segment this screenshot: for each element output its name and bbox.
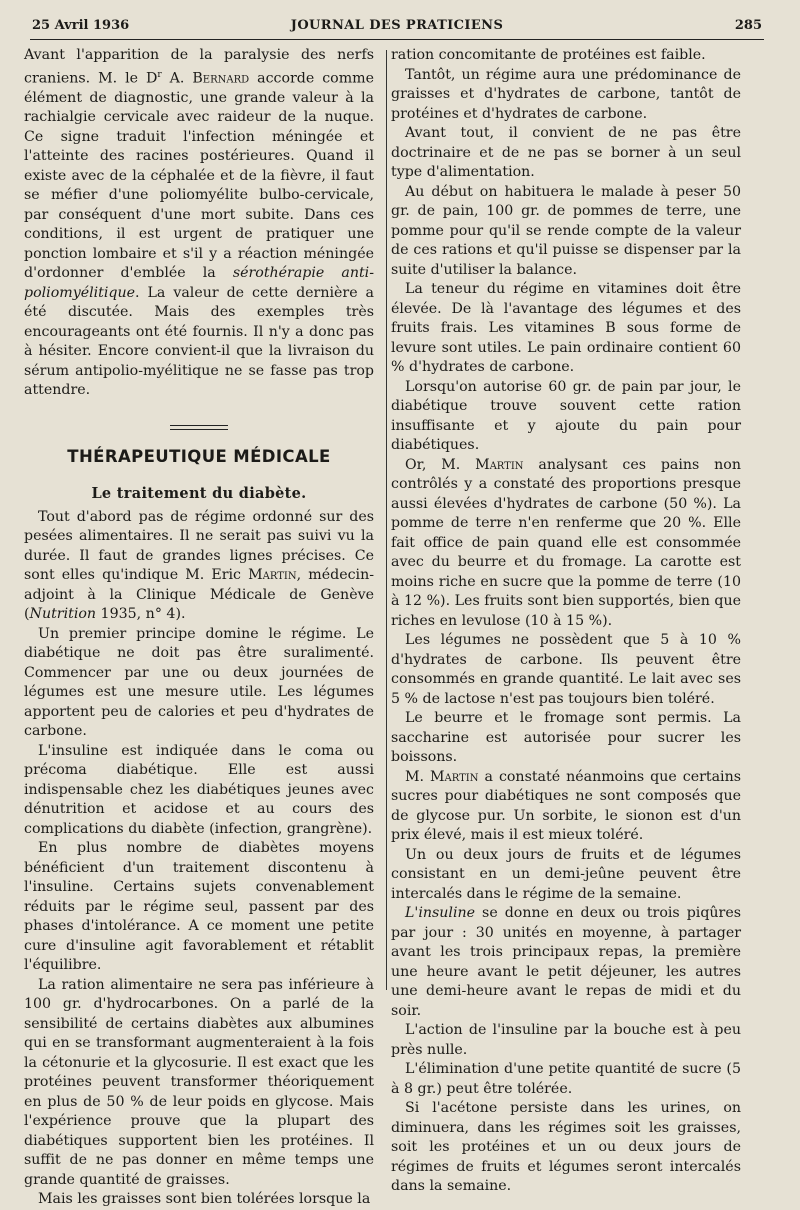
- journal-title: JOURNAL DES PRATICIENS: [290, 18, 504, 33]
- paragraph: [24, 508, 374, 625]
- section-title: THÉRAPEUTIQUE MÉDICALE: [67, 446, 331, 466]
- paragraph: La teneur du régime en vitamines doit être élevée. De là l'avantage des légumes et des fruits frais. Les vitamines B sous forme de levure sont utiles. Le pain ordinaire contient 60 % d'hydrates de carbone.: [391, 281, 741, 375]
- paragraph: L'élimination d'une petite quantité de sucre (5 à 8 gr.) peut être tolérée.: [391, 1061, 741, 1097]
- paragraph: [391, 904, 741, 1021]
- paragraph: Le beurre et le fromage sont permis. La saccharine est autorisée pour sucrer les boissons.: [391, 710, 741, 765]
- text-run: , médecin-adjoint à la Clinique Médicale de Genève (: [24, 567, 375, 623]
- text-run: A.: [161, 70, 193, 87]
- text-run: Or, M.: [405, 456, 476, 473]
- paragraph: Si l'acétone persiste dans les urines, on diminuera, dans les régimes soit les graisses, soit les protéines et un ou deux jours de régimes de fruits et légumes seront intercalés dans la semaine.: [391, 1100, 741, 1194]
- emphasis: sérothérapie anti-poliomyélitique: [24, 265, 374, 301]
- left-column: [24, 46, 374, 1210]
- text-run: Tout d'abord pas de régime ordonné sur des pesées alimentaires. Il ne serait pas suivi vu la durée. Il faut de grandes lignes précises. Ce sont elles qu'indique M. Eric: [24, 508, 374, 584]
- paragraph: L'action de l'insuline par la bouche est à peu près nulle.: [391, 1022, 741, 1058]
- paragraph: Au début on habituera le malade à peser 50 gr. de pain, 100 gr. de pommes de terre, une pomme pour qu'il se rende compte de la valeur de ces rations et qu'il puisse se dispenser par la suite d'utiliser la balance.: [391, 183, 741, 278]
- paragraph: [391, 768, 741, 846]
- paragraph: [24, 46, 374, 401]
- paragraph: L'insuline est indiquée dans le coma ou précoma diabétique. Elle est aussi indispensable chez les diabétiques jeunes avec dénutrition et acidose et au cours des complications du diabète (infection, grangrène).: [24, 742, 374, 837]
- paragraph: Les légumes ne possèdent que 5 à 10 % d'hydrates de carbone. Ils peuvent être consommés en grande quantité. Le lait avec ses 5 % de lactose n'est pas toujours bien toléré.: [391, 632, 741, 707]
- author-name: Martin: [475, 456, 524, 473]
- paragraph: Un ou deux jours de fruits et de légumes consistant en un demi-jeûne peuvent être intercalés dans le régime de la semaine.: [391, 846, 741, 902]
- journal-reference: Nutrition: [29, 606, 97, 623]
- text-run: . La valeur de cette dernière a été discutée. Mais des exemples très encourageants ont été fournis. Il n'y a donc pas à hésiter. Encore convient-il que la livraison du sérum antipolio-myélitique ne se fasse pas trop attendre.: [24, 284, 374, 399]
- paragraph: Tantôt, un régime aura une prédominance de graisses et d'hydrates de carbone, tantôt de protéines et d'hydrates de carbone.: [391, 66, 741, 122]
- paragraph: Mais les graisses sont bien tolérées lorsque la: [38, 1191, 371, 1208]
- author-name: Martin: [248, 567, 297, 584]
- section-rule: [170, 425, 228, 430]
- text-run: a constaté néanmoins que certains sucres pour diabétiques ne sont composés que de glycose pur. Un sorbite, le sionon est d'un prix élevé, mais il est mieux toléré.: [391, 768, 742, 843]
- text-run: accorde comme élément de diagnostic, une grande valeur à la rachialgie cervicale avec raideur de la nuque. Ce signe traduit l'infection méningée et l'atteinte des racines postérieures. Quand il existe avec de la céphalée et de la fièvre, il faut se méfier d'une poliomyélite bulbo-cervicale, par conséquent d'une mort subite. Dans ces conditions, il est urgent de pratiquer une ponction lombaire et s'il y a réaction méningée d'ordonner d'emblée la: [24, 70, 375, 282]
- paragraph: [391, 456, 741, 632]
- author-name: Bernard: [192, 70, 250, 87]
- column-rule: [386, 50, 387, 990]
- paragraph: Lorsqu'on autorise 60 gr. de pain par jour, le diabétique trouve souvent cette ration insuffisante et y ajoute du pain pour diabétiques.: [391, 378, 741, 453]
- text-run: Avant l'apparition de la paralysie des nerfs craniens. M. le D: [24, 47, 374, 87]
- paragraph: ration concomitante de protéines est faible.: [391, 47, 706, 63]
- issue-date: 25 Avril 1936: [32, 18, 130, 33]
- paragraph: En plus nombre de diabètes moyens bénéficient d'un traitement discontenu à l'insuline. Certains sujets convenablement réduits par le régime seul, passent par des phases d'intolérance. A ce moment une petite cure d'insuline agit favorablement et rétablit l'équilibre.: [24, 840, 374, 974]
- article-title: Le traitement du diabète.: [91, 485, 307, 503]
- paragraph: La ration alimentaire ne sera pas inférieure à 100 gr. d'hydrocarbones. On a parlé de la sensibilité de certains diabètes aux albumines qui en se transformant augmenteraient à la fois la cétonurie et la glycosurie. Il est exact que les protéines peuvent transformer théoriquement en plus de 50 % de leur poids en glycose. Mais l'expérience prouve que la plupart des diabétiques supportent bien les protéines. Il suffit de ne pas donner en même temps une grande quantité de graisses.: [24, 976, 374, 1188]
- running-head: [32, 16, 762, 36]
- right-column: [391, 46, 741, 1197]
- text-run: analysant ces pains non contrôlés y a constaté des proportions presque aussi élevées d'hydrates de carbone (50 %). La pomme de terre n'en renferme que 20 %. Elle fait office de pain quand elle est consommée avec du beurre et du fromage. La carotte est moins riche en sucre que la pomme de terre (10 à 12 %). Les fruits sont bien supportés, bien que riches en levulose (10 à 15 %).: [391, 456, 741, 629]
- superscript: r: [157, 69, 162, 80]
- text-run: M.: [405, 768, 431, 785]
- emphasis: L'insuline: [405, 905, 476, 921]
- author-name: Martin: [430, 768, 479, 785]
- page-number: 285: [734, 18, 762, 33]
- text-run: 1935, n° 4).: [96, 606, 186, 623]
- paragraph: Un premier principe domine le régime. Le diabétique ne doit pas être suralimenté. Commencer par une ou deux journées de légumes est une mesure utile. Les légumes apportent peu de calories et peu d'hydrates de carbone.: [24, 625, 374, 740]
- header-rule: [30, 39, 764, 40]
- paragraph: Avant tout, il convient de ne pas être doctrinaire et de ne pas se borner à un seul type d'alimentation.: [391, 125, 741, 180]
- text-run: se donne en deux ou trois piqûres par jour : 30 unités en moyenne, à partager avant les trois principaux repas, la première une heure avant le petit déjeuner, les autres une demi-heure avant le repas de midi et du soir.: [391, 905, 741, 1019]
